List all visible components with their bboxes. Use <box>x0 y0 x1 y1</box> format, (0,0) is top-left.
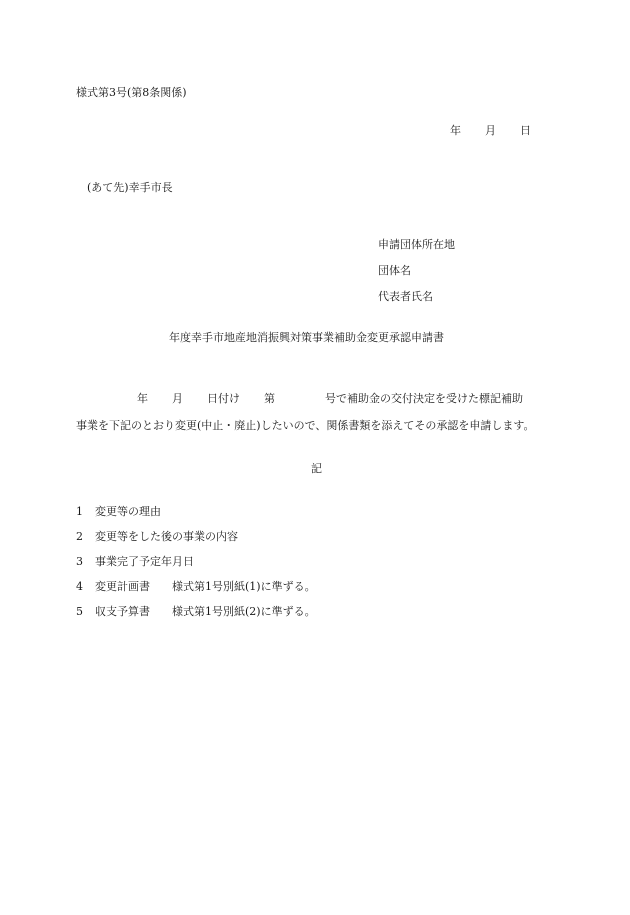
applicant-representative-label: 代表者氏名 <box>378 290 433 303</box>
item-note: 様式第1号別紙(1)に準ずる。 <box>172 580 316 593</box>
list-item <box>76 580 316 594</box>
item-note: 様式第1号別紙(2)に準ずる。 <box>172 605 316 618</box>
body-line-1 <box>137 392 523 406</box>
item-number: 2 <box>76 530 83 543</box>
body-day-dated: 日付け <box>207 392 240 405</box>
item-label: 変更等をした後の事業の内容 <box>95 530 238 543</box>
item-number: 4 <box>76 580 83 593</box>
applicant-group-label: 団体名 <box>378 264 411 277</box>
date-month: 月 <box>485 124 496 137</box>
list-item <box>76 605 316 619</box>
item-label: 変更等の理由 <box>95 505 161 518</box>
body-line1-rest: 号で補助金の交付決定を受けた標記補助 <box>325 392 523 405</box>
applicant-address-label: 申請団体所在地 <box>378 238 455 251</box>
list-item <box>76 530 238 544</box>
item-number: 3 <box>76 555 83 568</box>
body-month: 月 <box>172 392 183 405</box>
form-number: 様式第3号(第8条関係) <box>76 86 187 99</box>
item-number: 1 <box>76 505 83 518</box>
body-year: 年 <box>137 392 148 405</box>
item-label: 事業完了予定年月日 <box>95 555 194 568</box>
date-line <box>450 124 531 138</box>
item-number: 5 <box>76 605 83 618</box>
document-title: 年度幸手市地産地消振興対策事業補助金変更承認申請書 <box>169 331 444 344</box>
body-number-prefix: 第 <box>264 392 275 405</box>
body-line-2: 事業を下記のとおり変更(中止・廃止)したいので、関係書類を添えてその承認を申請します。 <box>76 419 535 432</box>
addressee: (あて先)幸手市長 <box>87 181 173 194</box>
ki-heading: 記 <box>311 462 322 475</box>
item-label: 収支予算書 <box>95 605 150 618</box>
list-item <box>76 555 194 569</box>
date-day: 日 <box>520 124 531 137</box>
date-year: 年 <box>450 124 461 137</box>
list-item <box>76 505 161 519</box>
item-label: 変更計画書 <box>95 580 150 593</box>
